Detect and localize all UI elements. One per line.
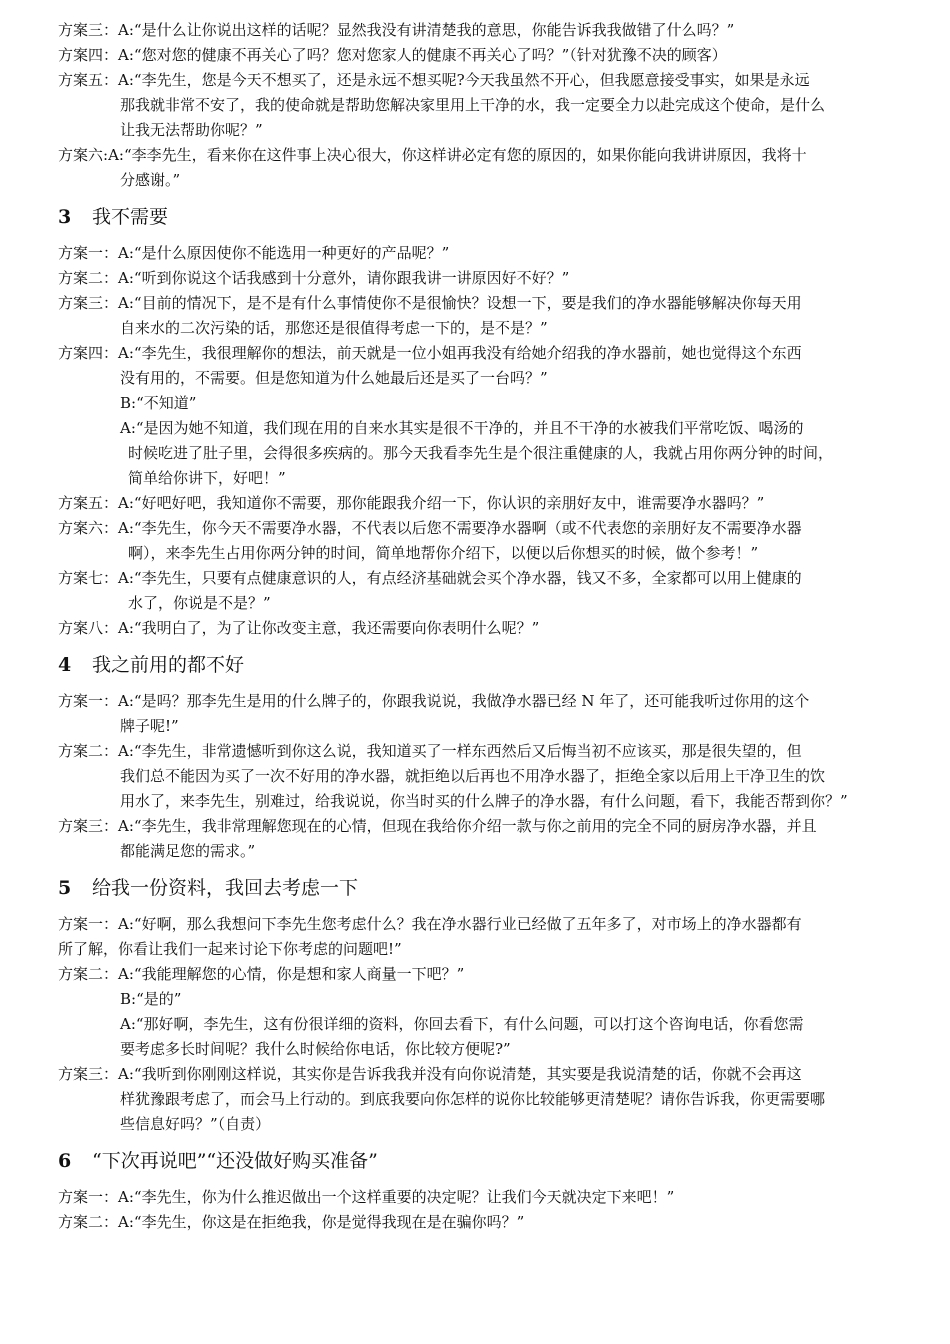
plan-item: [58, 491, 908, 516]
dialogue-line: A:“是因为她不知道，我们现在用的自来水其实是很不干净的，并且不干净的水被我们平常吃饭、喝汤的: [120, 419, 804, 437]
plan-item: [58, 266, 908, 291]
section-heading: [58, 651, 908, 679]
plan-text: A:“好啊，那么我想问下李先生您考虑什么？我在净水器行业已经做了五年多了，对市场上的净水器都有: [118, 915, 802, 933]
plan-text: A:“李先生，我非常理解您现在的心情，但现在我给你介绍一款与你之前用的完全不同的厨房净水器，并且: [118, 817, 817, 835]
plan-label: 方案三：: [58, 21, 119, 39]
plan-text-continuation: 自来水的二次污染的话，那您还是很值得考虑一下的，是不是？”: [120, 319, 548, 337]
plan-text-continuation: 没有用的，不需要。但是您知道为什么她最后还是买了一台吗？”: [120, 369, 548, 387]
plan-item: [58, 341, 908, 366]
plan-text-continuation: 用水了，来李先生，别难过，给我说说，你当时买的什么牌子的净水器，有什么问题，看下，我能否帮到你？”: [120, 792, 848, 810]
plan-label: 方案六：: [58, 519, 119, 537]
section-3: [58, 241, 908, 641]
section-title: “下次再说吧”“还没做好购买准备”: [92, 1150, 378, 1172]
plan-label: 方案七：: [58, 569, 119, 587]
plan-text: A:“目前的情况下，是不是有什么事情使你不是很愉快？设想一下，要是我们的净水器能够解决你每天用: [118, 294, 802, 312]
dialogue-line: A:“那好啊，李先生，这有份很详细的资料，你回去看下，有什么问题，可以打这个咨询电话，你看您需: [120, 1015, 804, 1033]
section-title: 我不需要: [92, 206, 169, 228]
plan-item: [58, 1210, 908, 1235]
plan-item: [58, 291, 908, 316]
dialogue-continuation: 简单给你讲下，好吧！”: [128, 469, 286, 487]
plan-item: [58, 1185, 908, 1210]
plan-text: A:“是吗？那李先生是用的什么牌子的，你跟我说说，我做净水器已经 N 年了，还可能我听过你用的这个: [118, 692, 810, 710]
section-title: 我之前用的都不好: [92, 654, 245, 676]
plan-text-continuation: 分感谢。”: [120, 171, 181, 189]
plan-label: 方案一：: [58, 1188, 119, 1206]
section-4: [58, 689, 908, 864]
plan-text: A:“李先生，你这是在拒绝我，你是觉得我现在是在骗你吗？”: [118, 1213, 525, 1231]
plan-item: [58, 241, 908, 266]
plan-text-continuation: 样犹豫跟考虑了，而会马上行动的。到底我要向你怎样的说你比较能够更清楚呢？请你告诉我，你更需要哪: [120, 1090, 826, 1108]
plan-item: [58, 18, 908, 43]
plan-text-continuation: 水了，你说是不是？”: [128, 594, 271, 612]
plan-text: A:“您对您的健康不再关心了吗？您对您家人的健康不再关心了吗？”（针对犹豫不决的顾客）: [118, 46, 727, 64]
plan-item: [58, 689, 908, 714]
plan-label: 方案四：: [58, 344, 119, 362]
plan-text-continuation: 那我就非常不安了，我的使命就是帮助您解决家里用上干净的水，我一定要全力以赴完成这个使命，是什么: [120, 96, 826, 114]
plan-label: 方案二：: [58, 742, 119, 760]
plan-text-continuation: 让我无法帮助你呢？”: [120, 121, 263, 139]
section-2-tail: [58, 18, 908, 193]
plan-item: [58, 516, 908, 541]
section-heading: [58, 203, 908, 231]
plan-text: A:“李先生，只要有点健康意识的人，有点经济基础就会买个净水器，钱又不多，全家都可以用上健康的: [118, 569, 802, 587]
plan-text: A:“好吧好吧，我知道你不需要，那你能跟我介绍一下，你认识的亲朋好友中，谁需要净水器吗？”: [118, 494, 765, 512]
plan-text-continuation: 我们总不能因为买了一次不好用的净水器，就拒绝以后再也不用净水器了，拒绝全家以后用上干净卫生的饮: [120, 767, 826, 785]
plan-text: A:“李先生，您是今天不想买了，还是永远不想买呢?今天我虽然不开心，但我愿意接受事实，如果是永远: [118, 71, 810, 89]
plan-item: [58, 912, 908, 937]
document-page: [58, 18, 908, 1235]
plan-label: 方案五：: [58, 71, 119, 89]
plan-text: A:“李李先生，看来你在这件事上决心很大，你这样讲必定有您的原因的，如果你能向我讲讲原因，我将十: [108, 146, 807, 164]
section-number: 5: [58, 877, 72, 899]
dialogue-line: B:“是的”: [120, 990, 182, 1008]
plan-item: [58, 962, 908, 987]
plan-text-continuation: 都能满足您的需求。”: [120, 842, 256, 860]
section-5: [58, 912, 908, 1137]
section-title: 给我一份资料，我回去考虑一下: [92, 877, 359, 899]
plan-item: [58, 43, 908, 68]
plan-label: 方案二：: [58, 965, 119, 983]
plan-text-continuation: 些信息好吗？”（自责）: [120, 1115, 271, 1133]
dialogue-continuation: 时候吃进了肚子里，会得很多疾病的。那今天我看李先生是个很注重健康的人，我就占用你两分钟的时间，: [128, 444, 834, 462]
plan-item: [58, 566, 908, 591]
plan-label: 方案四：: [58, 46, 119, 64]
plan-text: A:“李先生，你今天不需要净水器，不代表以后您不需要净水器啊（或不代表您的亲朋好友不需要净水器: [118, 519, 802, 537]
plan-label: 方案六:: [58, 146, 109, 164]
plan-text: A:“听到你说这个话我感到十分意外，请你跟我讲一讲原因好不好？”: [118, 269, 570, 287]
plan-item: [58, 68, 908, 93]
plan-item: [58, 616, 908, 641]
plan-text-continuation: 所了解，你看让我们一起来讨论下你考虑的问题吧!”: [58, 940, 402, 958]
plan-item: [58, 814, 908, 839]
plan-text-continuation: 牌子呢!”: [120, 717, 179, 735]
plan-label: 方案一：: [58, 915, 119, 933]
plan-label: 方案三：: [58, 294, 119, 312]
section-number: 3: [58, 206, 72, 228]
plan-item: [58, 739, 908, 764]
plan-text: A:“李先生，你为什么推迟做出一个这样重要的决定呢？让我们今天就决定下来吧！”: [118, 1188, 675, 1206]
plan-text: A:“我能理解您的心情，你是想和家人商量一下吧？”: [118, 965, 465, 983]
plan-label: 方案二：: [58, 269, 119, 287]
section-heading: [58, 874, 908, 902]
dialogue-line: B:“不知道”: [120, 394, 197, 412]
section-6: [58, 1185, 908, 1235]
plan-text: A:“李先生，我很理解你的想法，前天就是一位小姐再我没有给她介绍我的净水器前，她也觉得这个东西: [118, 344, 802, 362]
plan-text: A:“我听到你刚刚这样说，其实你是告诉我我并没有向你说清楚，其实要是我说清楚的话，你就不会再这: [118, 1065, 802, 1083]
section-heading: [58, 1147, 908, 1175]
plan-text: A:“是什么让你说出这样的话呢？显然我没有讲清楚我的意思，你能告诉我我做错了什么吗？”: [118, 21, 735, 39]
plan-text: A:“我明白了，为了让你改变主意，我还需要向你表明什么呢？”: [118, 619, 540, 637]
plan-item: [58, 1062, 908, 1087]
plan-label: 方案三：: [58, 1065, 119, 1083]
plan-label: 方案八：: [58, 619, 119, 637]
plan-label: 方案一：: [58, 692, 119, 710]
dialogue-continuation: 要考虑多长时间呢？我什么时候给你电话，你比较方便呢?”: [120, 1040, 511, 1058]
plan-text-continuation: 啊），来李先生占用你两分钟的时间，简单地帮你介绍下，以便以后你想买的时候，做个参考！”: [128, 544, 759, 562]
plan-label: 方案一：: [58, 244, 119, 262]
plan-label: 方案五：: [58, 494, 119, 512]
plan-text: A:“是什么原因使你不能选用一种更好的产品呢？”: [118, 244, 450, 262]
plan-label: 方案二：: [58, 1213, 119, 1231]
section-number: 4: [58, 654, 72, 676]
section-number: 6: [58, 1150, 72, 1172]
plan-item: [58, 143, 908, 168]
plan-label: 方案三：: [58, 817, 119, 835]
plan-text: A:“李先生，非常遗憾听到你这么说，我知道买了一样东西然后又后悔当初不应该买，那是很失望的，但: [118, 742, 802, 760]
